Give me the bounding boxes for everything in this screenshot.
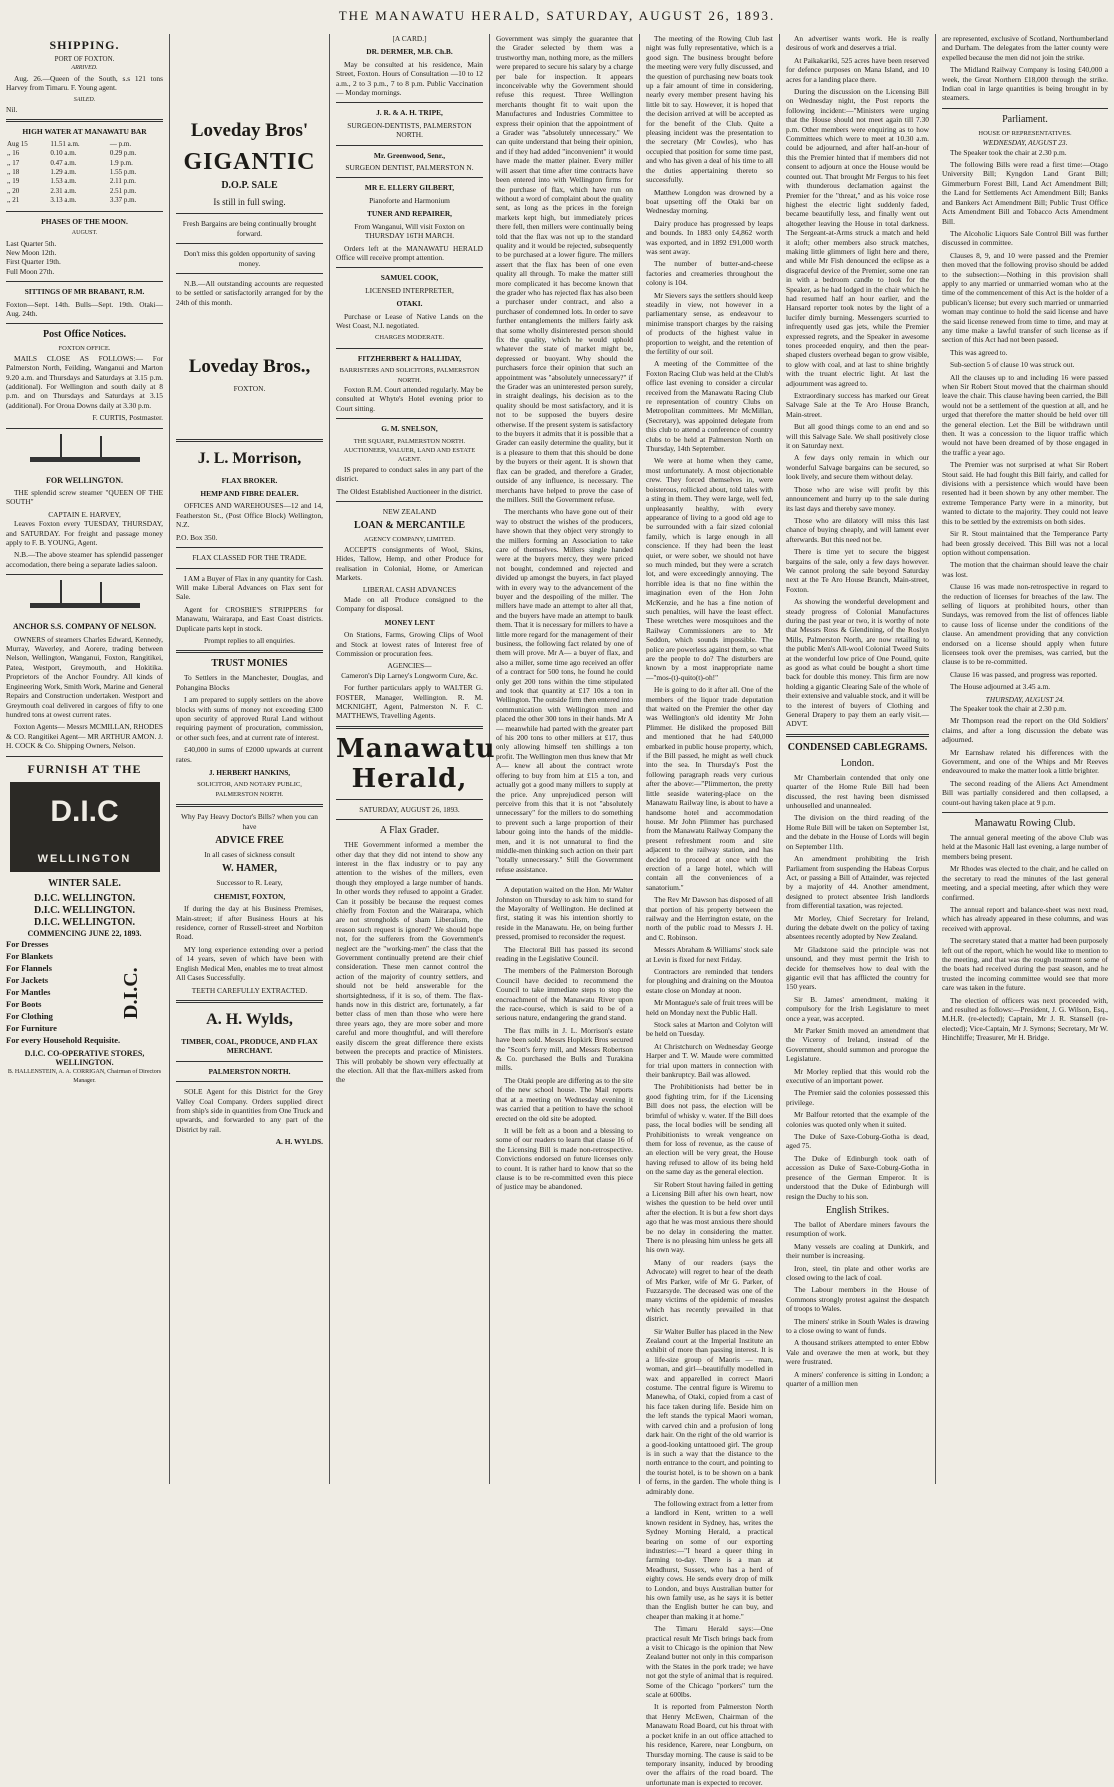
divider bbox=[6, 323, 163, 324]
cable-item: are represented, exclusive of Scotland, Northumberland and Durham. The delegates from the latter county were expelled because the men did not join the strike. bbox=[942, 34, 1108, 62]
agent: Agent for CROSBIE'S STRIPPERS for Manawatu, Wairarapa, and East Coast districts. Duplicate parts kept in stock. bbox=[176, 604, 323, 633]
sailed-label: SAILED. bbox=[73, 96, 96, 103]
divider bbox=[176, 568, 323, 569]
divider bbox=[176, 243, 323, 244]
article-body: THE Government informed a member the other day that they did not intend to show any interest in the flax industry or to pay any attention to the wishes of the millers, even though they employed a large number of hands. In other words they refused to appoint a Grader. Can it possibly be because the request comes chiefly from Foxton and the Wairarapa, which are not strongholds of sham Liberalism, the reason such request is ignored? We should hope not, for the sufferers from the Government's neglect are the "working-men" the class that the Government continually pretend are their chief consideration. These men cannot control the action of the majority of country settlers, and should not be held answerable for the shortsightedness, if it is so, of them. The flax-hands now in this district are, fortunately, a far better class of men than those who were here three years ago, they are more sober and more careful and more thoughtful, and will therefore easily discern the great difference there exists between the precepts and practice of Ministers. This will probably be shown very effectually at the election. All that the flax-millers asked from the bbox=[336, 840, 483, 1085]
shipping-title: SHIPPING. bbox=[49, 38, 120, 52]
news-item: A few days only remain in which our wonderful Salvage bargains can be secured, so look lively, and secure them without delay. bbox=[786, 453, 929, 482]
news-item: It is reported from Palmerston North that Henry McEwen, Chairman of the Manawatu Road Board, cut his throat with a pocket knife in an out office attached to his residence, Karere, near Longburn, on Thursday morning. The cause is said to be temporary insanity, induced by brooding over the affairs of the road board. The unfortunate man is expected to recover. bbox=[646, 1702, 773, 1787]
tide-cell: 0.10 a.m. bbox=[50, 149, 77, 158]
prompt: Prompt replies to all enquiries. bbox=[204, 635, 295, 645]
divider bbox=[336, 418, 483, 419]
cable-item: Mr Gladstone said the principle was not unsound, and they must permit the Irish to decide for themselves how to deal with the gigantic evil that has afflicted the country for 150 years. bbox=[786, 944, 929, 992]
cable-item: The Labour members in the House of Commons strongly protest against the despatch of troops to Wales. bbox=[786, 1285, 929, 1314]
offices: OFFICES AND WAREHOUSES—12 and 14, Featherston St., (Post Office Block) Wellington, N.Z. bbox=[176, 501, 323, 530]
tripe-title: J. R. & A. H. TRIPE, bbox=[376, 108, 443, 118]
divider bbox=[176, 439, 323, 442]
cable-item: Many vessels are coaling at Dunkirk, and their number is increasing. bbox=[786, 1241, 929, 1261]
cable-item: The miners' strike in South Wales is drawing to a close owing to want of funds. bbox=[786, 1316, 929, 1335]
news-item: Extraordinary success has marked our Great Salvage Sale at the Te Aro House Branch, Main-street. bbox=[786, 391, 929, 419]
cable-item: Mr Chamberlain contended that only one quarter of the Home Rule Bill had been discussed, the rest having been dismissed unhouselled and unannealed. bbox=[786, 772, 929, 811]
tide-row bbox=[6, 168, 163, 177]
news-item: The following extract from a letter from a landlord in Kent, written to a well known resident in Sydney, has, writes the Sydney Morning Herald, a practical bearing on some of our exporting industries:—"I heard a queer thing in farming to-day. There is a man at Meadhurst, Sussex, who has a herd of eighty cows. He sends every drop of milk to London, and buys Australian butter for his own family use, as he says it is better than the English butter he can buy, and cheaper than making it at home." bbox=[646, 1498, 773, 1621]
news-item: Those who are wise will profit by this announcement and hurry up to the sale during its last days and thereby save money. bbox=[786, 484, 929, 513]
gilbert-from: From Wanganui, Will visit Foxton on THURSDAY 16TH MARCH. bbox=[354, 221, 465, 241]
tide-cell: — p.m. bbox=[109, 139, 132, 148]
oldest: The Oldest Established Auctioneer in the district. bbox=[336, 486, 483, 496]
nb-accounts: N.B.—All outstanding accounts are requested to be settled or satisfactorily arranged for by the 24th of this month. bbox=[176, 279, 323, 307]
news-item: Sir Robert Stout having failed in getting a Licensing Bill after his own heart, now wishes the question to be held over until after the election. It is but a few short days ago that he was most anxious there should be no delay in considering the matter. There is no pleasing him unless he gets all his own way. bbox=[646, 1179, 773, 1255]
parliament-item: Clause 16 was passed, and progress was reported. bbox=[950, 669, 1098, 679]
divider bbox=[336, 177, 483, 178]
tide-row bbox=[6, 177, 163, 186]
for-items-block bbox=[6, 938, 163, 1046]
queen-leaves: Leaves Foxton every TUESDAY, THURSDAY, and SATURDAY. For freight and passage money apply to F. B. YOUNG, Agent. bbox=[6, 519, 163, 548]
parliament-item: Mr Thompson read the report on the Old Soldiers' claims, and after a long discussion the debate was adjourned. bbox=[942, 716, 1108, 745]
postmaster: F. CURTIS, Postmaster. bbox=[92, 413, 163, 423]
divider bbox=[336, 348, 483, 349]
po-box: P.O. Box 350. bbox=[176, 532, 218, 542]
parliament-item: Mr Earnshaw related his differences with the Government, and one of the Whips and Mr Reeves endeavoured to make the matter look a little brighter. bbox=[942, 747, 1108, 776]
experience: MY long experience extending over a period of 14 years, seven of which have been with English Medical Men, enables me to treat almost All Cases Successfully. bbox=[176, 944, 323, 983]
cable-item: The Premier said the colonies possessed this privilege. bbox=[786, 1088, 929, 1107]
news-item: He is going to do it after all. One of the members of the liquor trade deputation that waited on the Premier the other day was Wellington's old identity Mr John Plimmer. He disliked the proposed Bill and mentioned that he had £40,000 embarked in public house property, which, if the Bill passed, he might as well chuck into the sea. In Thursday's Post the following paragraph reads very curious after the above:—"Plimmerton, the pretty little seaside watering-place on the Manawatu Railway line, is about to have a handsome hotel and accommodation house. Mr John Plimmer has purchased from the Manawatu Railway Company the present refreshment room and site adjacent to the railway station, and has decided to proceed at once with the erection of a large hotel, which will contain all the conveniences of a sanatorium." bbox=[646, 685, 773, 892]
fitzherbert-title: FITZHERBERT & HALLIDAY, bbox=[357, 353, 462, 363]
cable-item: Mr Balfour retorted that the example of the colonies was quoted only when it suited. bbox=[786, 1110, 929, 1129]
tide-cell: 1.9 p.m. bbox=[109, 158, 133, 167]
column-4 bbox=[490, 34, 640, 1484]
strikes-heading: English Strikes. bbox=[825, 1204, 890, 1216]
dermer-body: May be consulted at his residence, Main Street, Foxton. Hours of Consultation —10 to 12 a.m., 2 to 3 p.m., 7 to 8 p.m. Public Vaccination — Monday mornings. bbox=[336, 59, 483, 98]
moon-month: AUGUST. bbox=[71, 230, 98, 237]
news-item: A deputation waited on the Hon. Mr Walter Johnston on Thursday to ask him to stand for the Mayoralty of Wellington. He declined at first, stating it was his intention shortly to reside in the Manawatu. He, on being further pressed, promised to reconsider the request. bbox=[496, 885, 633, 942]
dermer-title: DR. DERMER, M.B. Ch.B. bbox=[366, 47, 453, 57]
buyer: I AM a Buyer of Flax in any quantity for Cash. Will make Liberal Advances on Flax sent for Sale. bbox=[176, 573, 323, 602]
loveday-title: Loveday Bros' bbox=[190, 120, 309, 141]
day-2: THURSDAY, AUGUST 24. bbox=[985, 694, 1065, 704]
spacer bbox=[176, 394, 323, 434]
tide-row bbox=[6, 159, 163, 168]
liberal-body: Made on all Produce consigned to the Company for disposal. bbox=[336, 594, 483, 614]
divider bbox=[176, 1081, 323, 1082]
parliament-item: The Alcoholic Liquors Sale Control Bill was further discussed in committee. bbox=[942, 228, 1108, 248]
for-wellington-title: FOR WELLINGTON. bbox=[45, 475, 124, 485]
divider bbox=[336, 726, 483, 729]
arrived-text: Aug. 26.—Queen of the South, s.s 121 tons Harvey from Timaru. F. Young agent. bbox=[6, 73, 163, 93]
parliament-item: Clauses 8, 9, and 10 were passed and the Premier then moved that the following proviso should be added to the subsection:—Nothing in this provision shall apply to any married or unmarried woman who at the time of the commencement of this Act is the holder of a publican's license; but every such married or unmarried woman may continue to hold the said license and have the said license renewed from time to time, and may at any time make a lawful transfer of such license as if section of this Act had not been passed. bbox=[942, 250, 1108, 345]
news-item: During the discussion on the Licensing Bill on Wednesday night, the Post reports the following incident:—"Ministers were urging that the House should not meet again till 7.30 p.m. Other members were enquiring as to how Committees which were to meet at 10.30 a.m. could be adjourned, and after half-an-hour of this the Premier hinted that if members did not consent to adjourn at once the House would be counted out. That brought Mr Fergus to his feet with thunderous declamation against the Premier for the "threat," and as his voice rose highest the electric light suddenly faded, became beautifully less, and finally went out altogether leaving the House in total darkness. The Sergeant-at-Arms struck a match and held it aloft; other members also struck matches, making little glimmers of light here and there, and while Mr Fish denounced the eclipse as a disgraceful device of the Premier, some one ran in with a bedroom candle to look for the Speaker, as he had lodged in the chair which he had resumed half an hour earlier, and the Hansard reporter took notes by the light of a lucifer dimly burning. Messengers scurried to infrequently used gas jets, while the Premier expressed regrets, and the Speaker in awesome tones proceeded enquiry, and then the pear-shaped clusters overhead began to grow visible, to glow with coal, and at last to shine brightly with the truant electric light. At last the adjournment was agreed to. bbox=[786, 87, 929, 388]
divider bbox=[942, 108, 1108, 109]
rowing-item: The annual report and balance-sheet was next read, which has already appeared in these columns, and was received with approval. bbox=[942, 904, 1108, 933]
snelson-sub-2: AUCTIONEER, VALUER, LAND AND ESTATE AGENT. bbox=[343, 447, 476, 464]
chemist: CHEMIST, FOXTON, bbox=[213, 891, 286, 901]
tide-cell: ,, 21 bbox=[7, 196, 20, 205]
parliament-item: The Speaker took the chair at 2.30 p.m. bbox=[950, 147, 1067, 157]
fresh-bargains: Fresh Bargains are being continually brought forward. bbox=[182, 219, 317, 238]
cook-sub: LICENSED INTERPRETER, bbox=[365, 285, 454, 295]
for-item: For Mantles bbox=[6, 986, 51, 997]
day-1: WEDNESDAY, AUGUST 23. bbox=[982, 138, 1068, 148]
gigantic: GIGANTIC bbox=[183, 149, 316, 175]
steamship-illustration bbox=[30, 434, 140, 472]
cable-item: The Midland Railway Company is losing £40,000 a week, the Great Northern £18,000 through the strike. Indian coal in large quantities is being brought in by steamers. bbox=[942, 65, 1108, 103]
news-item: Contractors are reminded that tenders for ploughing and draining on the Moutoa estate close on Monday at noon. bbox=[646, 967, 773, 995]
parliament-item: This was agreed to. bbox=[950, 347, 1008, 357]
dic-line: D.I.C. WELLINGTON. bbox=[33, 904, 136, 916]
cable-item: Sir B. James' amendment, making it compulsory for the Irish Legislature to meet once a year, was accepted. bbox=[786, 994, 929, 1023]
anchor-body: OWNERS of steamers Charles Edward, Kennedy, Murray, Waverley, and Aorere, trading between Nelson, Wellington, Wanganui, Foxton, Rangitikei, Patea, Westport, Greymouth, and Hokitika. Proprietors of the Anchor Foundry. All kinds of Engineering Work, Smith Work, Marine and General Repairs and Construction undertaken. Westport and Greymouth coal delivered in cargoes of fifty to one hundred tons at owest current rates. bbox=[6, 634, 163, 719]
news-item: Matthew Longdon was drowned by a boat upsetting off the Otaki bar on Wednesday morning. bbox=[646, 187, 773, 216]
column-1 bbox=[0, 34, 170, 1484]
news-item: The members of the Palmerston Borough Council have decided to recommend the Council to take immediate steps to stop the encroachment of the Manawatu River upon the race-course, which is said to be of a serious nature, endangering the grand stand. bbox=[496, 966, 633, 1023]
moon-phase: Full Moon 27th. bbox=[6, 266, 55, 276]
tide-row bbox=[6, 149, 163, 158]
advice-free: ADVICE FREE bbox=[215, 835, 284, 847]
rowing-item: The annual general meeting of the above Club was held at the Masonic Hall last evening, a large number of members being present. bbox=[942, 833, 1108, 861]
post-office-title: Post Office Notices. bbox=[42, 329, 127, 341]
nz: NEW ZEALAND bbox=[382, 507, 437, 517]
news-item: The Timaru Herald says:—One practical result Mr Tisch brings back from a visit to Chicago is the opinion that New Zealand butter not only in this comparison with the States in the pork trade; we have not got the style of animal that is required. Some of the Chicago "porkers" turn the scale at 600lbs. bbox=[646, 1624, 773, 1700]
tide-cell: 1.29 a.m. bbox=[50, 168, 77, 177]
parliament-item: All the clauses up to and including 16 were passed when Sir Robert Stout moved that the chairman should leave the chair. This clause having been carried, the Bill would not be a settlement of the question at all, and he urged that therefore the matter should be held over till the general election. Let the Bill be withdrawn until then. It was a concession to the liquor traffic which would not have been dreamed of by those engaged in the traffic a year ago. bbox=[942, 372, 1108, 457]
news-item: A meeting of the Committee of the Foxton Racing Club was held at the Club's office last evening to consider a circular received from the Manawatu Racing Club re representation of country Clubs on Metropolitan committees. Mr McMillan, (Secretary), was appointed delegate from this club to attend a conference of country clubs to be held at Palmerston North on Thursday, 14th September. bbox=[646, 359, 773, 454]
divider bbox=[336, 267, 483, 268]
parliament-item: The motion that the chairman should leave the chair was lost. bbox=[942, 560, 1108, 579]
captain: CAPTAIN E. HARVEY, bbox=[48, 509, 121, 519]
cable-item: The Duke of Edinburgh took oath of accession as Duke of Saxe-Coburg-Gotha in presence of the German Emperor. It is understood that the Duke of Edinburgh will resign the Duchy to his son. bbox=[786, 1153, 929, 1201]
tide-cell: ,, 18 bbox=[7, 168, 20, 177]
tide-cell: 2.31 a.m. bbox=[50, 186, 77, 195]
news-item: Those who are dilatory will miss this last chance of buying cheaply, and will lament ever afterwards. But this need not be. bbox=[786, 515, 929, 544]
news-item: Dairy produce has progressed by leaps and bounds. In 1883 only £4,862 worth was exported, and in 1892 £91,000 worth was sent away. bbox=[646, 218, 773, 256]
news-item: At Paikakariki, 525 acres have been reserved for defence purposes on Mana Island, and 10 acres for a landing place there. bbox=[786, 55, 929, 84]
hankins: J. HERBERT HANKINS, bbox=[208, 768, 291, 777]
loan-title: LOAN & MERCANTILE bbox=[353, 520, 466, 532]
for-item: For Dresses bbox=[6, 938, 49, 949]
money-body: On Stations, Farms, Growing Clips of Wool and Stock at lowest rates of Interest free of Commission or procuration fees. bbox=[336, 630, 483, 658]
commencing: COMMENCING JUNE 22, 1893. bbox=[27, 928, 142, 938]
tide-row bbox=[6, 140, 163, 149]
news-item: There is time yet to secure the biggest bargains of the sale, only a few days however. We cannot prolong the sale beyond Saturday next at the Te Aro House Branch, Main-street, Foxton. bbox=[786, 547, 929, 594]
divider bbox=[176, 547, 323, 548]
moon-phase: New Moon 12th. bbox=[6, 247, 57, 257]
tripe-sub: SURGEON-DENTISTS, PALMERSTON NORTH. bbox=[347, 120, 472, 140]
timber: TIMBER, COAL, PRODUCE, AND FLAX MERCHANT. bbox=[181, 1036, 318, 1056]
tide-cell: 1.53 a.m. bbox=[50, 177, 77, 186]
hankins-sub: SOLICITOR, AND NOTARY PUBLIC, PALMERSTON NORTH. bbox=[197, 781, 302, 798]
brabant-body: Foxton—Sept. 14th. Bulls—Sept. 19th. Otaki—Aug. 24th. bbox=[6, 299, 163, 318]
cable-item: The Duke of Saxe-Coburg-Gotha is dead, aged 75. bbox=[786, 1132, 929, 1151]
news-item: Many of our readers (says the Advocate) will regret to hear of the death of Mrs Parker, wife of Mr G. Parker, of Fuzzarsyde. The deceased was one of the many victims of the epidemic of measles which has recently prevailed in that district. bbox=[646, 1257, 773, 1324]
successor: Successor to R. Leary, bbox=[216, 878, 283, 888]
news-item: The Otaki people are differing as to the site of the new school house. The Mail reports that at a meeting on Wednesday evening it was carried that a petition to have the school erected on the old site be adopted. bbox=[496, 1075, 633, 1123]
hemp-dealer: HEMP AND FIBRE DEALER. bbox=[200, 489, 299, 499]
cable-item: Iron, steel, tin plate and other works are closed owing to the lack of coal. bbox=[786, 1263, 929, 1282]
loan-sub: AGENCY COMPANY, LIMITED. bbox=[363, 536, 456, 544]
tide-cell: 3.13 a.m. bbox=[50, 196, 77, 205]
news-item: Sir Walter Buller has placed in the New Zealand court at the Imperial Institute an exhibit of more than passing interest. It is a life-size group of Maoris — man, woman, and girl—beautifully modelled in wax and apparelled in correct Maori costume. The central figure is Wiremu to Manewha, of Otaki, copied from a cast of his face taken during life. Beside him on the left stands the typical Maori woman, with carved chin and a profusion of long dark hair. On the right of the old warrior is a good-looking untattooed girl. The group is in such a way that the distance to the north entrance to the court, and pointing to the tourist hotel, is to be shown on a bank of ferns, in the garden. The whole thing is admirably done. bbox=[646, 1326, 773, 1496]
tide-cell: Aug 15 bbox=[7, 139, 28, 148]
news-item: We were at home when they came, most unfortunately. A most objectionable crew. They forced themselves in, were boisterous, rollicked about, told tales with a sting in them. They were large, well fed, unpleasantly healthy, with every appearance of living to a good old age to be surrounded with a fair sized colonial family, which is large enough in all conscience. If they had been the least quiet, or were sober, we should not have so much minded, but they were a scratch lot, and were exceedingly annoying. The horrible idea is that no fine within the imagination even of the Hon John McKenzie, and he has a fine notion of such penalties, will have the least effect. These wretches were mosquitoes and the Railway Commissioners are to Mr Seddon, which sounds impossible. The police are powerless against them, so what are the people to do? The disturbers are known by a most inappropriate name—"mos-(t)-quito(t)-oh!" bbox=[646, 456, 773, 682]
divider bbox=[6, 574, 163, 575]
rowing-item: Mr Rhodes was elected to the chair, and he called on the secretary to read the minutes of the last general meeting, and a special meeting, after which they were confirmed. bbox=[942, 864, 1108, 902]
tide-cell: 1.55 p.m. bbox=[109, 168, 137, 177]
cable-item: An amendment prohibiting the Irish Parliament from suspending the Habeas Corpus Act, or passing a Bill of Attainder, was rejected by a majority of 44. Another amendment, designed to protect absentee Irish landlords from differential taxation, was rejected. bbox=[786, 854, 929, 911]
why-pay: Why Pay Heavy Doctor's Bills? when you can have bbox=[180, 812, 318, 831]
winter-sale: WINTER SALE. bbox=[48, 877, 121, 889]
tide-table bbox=[6, 140, 163, 206]
tide-row bbox=[6, 196, 163, 205]
sickness: In all cases of sickness consult bbox=[204, 850, 295, 860]
dic-logo-text: D.I.C bbox=[50, 794, 119, 828]
tide-cell: ,, 19 bbox=[7, 177, 20, 186]
tide-row bbox=[6, 187, 163, 196]
news-item: Mr Montague's sale of fruit trees will be held on Monday next the Public Hall. bbox=[646, 998, 773, 1017]
arrived-label: ARRIVED. bbox=[71, 65, 98, 72]
steamship-illustration bbox=[30, 580, 140, 618]
cable-item: The ballot of Aberdare miners favours the resumption of work. bbox=[786, 1219, 929, 1239]
hamer: W. HAMER, bbox=[222, 863, 277, 875]
dop-sale: D.O.P. SALE bbox=[221, 180, 278, 191]
for-item: For Furniture bbox=[6, 1022, 57, 1033]
article-para: The merchants who have gone out of their way to obstruct the wishes of the producers, have shown that they object very strongly to the millers forming an Association to take care of themselves. Millers single handed were at the buyers mercy, they were priced not bought, condemned and rejected and divided up amongst the buyers, in fact played with in every way to the advancement of the buyer and the despoiling of the miller. The millers have made an attempt to alter all that, and the buyers have made an attempt to baulk them. That it is necessary for millers to have a little more regard for the management of their business, the following fact related by one of them will prove. Mr A— a buyer of flax, and also a miller, some time ago received an offer of a contract for 500 tons, he found he could only get 200 tons within the time stipulated and took that quantity at £17 10s a ton in Wellington. The outside firm then entered into communication with Wellington men and placed the other 300 tons in their hands. Mr A— meanwhile had parted with the greater part of his 200 tons to other millers at £17, thus only allowing himself ten shillings a ton profit. The Wellington men thus knew that Mr A— knew all about the contract wrote offering to buy from him at £15 a ton, and actually got a good many millers to supply at the price. Any unprejudiced person will perceive from this that it is not "absolutely unnecessary" for the millers to do something to prevent such a large proportion of their labour going into the hands of the middle-men, and it is not unnatural to find the middle-men thinking such action on their part "totally unnecessary." Still the Government refuse assistance. bbox=[496, 507, 633, 874]
for-item: For Jackets bbox=[6, 974, 49, 985]
cable-item: A miners' conference is sitting in London; a quarter of a million men bbox=[786, 1369, 929, 1388]
divider bbox=[942, 812, 1108, 813]
palmerston: PALMERSTON NORTH. bbox=[208, 1066, 291, 1076]
teeth: TEETH CAREFULLY EXTRACTED. bbox=[191, 985, 308, 995]
high-water-title: HIGH WATER AT MANAWATU BAR bbox=[22, 127, 147, 137]
divider bbox=[6, 119, 163, 122]
brabant-title: SITTINGS OF MR BRABANT, R.M. bbox=[24, 287, 145, 297]
tide-cell: 0.47 a.m. bbox=[50, 158, 77, 167]
post-office-body: MAILS CLOSE AS FOLLOWS:— For Palmerston North, Feilding, Wanganui and Marton 9.20 a.m. and Thursdays and Saturdays at 3.15 p.m. (additional). For Wellington and south daily at 8 p.m. and on Thursdays and Saturdays at 3.15 (additional). For Oroua Downs daily at 3.30 p.m. bbox=[6, 353, 163, 410]
for-item: For Boots bbox=[6, 998, 42, 1009]
trust-body: To Settlers in the Manchester, Douglas, and Pohangina Blocks bbox=[176, 673, 323, 692]
queen-body: THE splendid screw steamer "QUEEN OF THE SOUTH" bbox=[6, 488, 163, 507]
foxton: FOXTON. bbox=[233, 384, 266, 394]
moon-title: PHASES OF THE MOON. bbox=[41, 216, 128, 226]
masthead: THE MANAWATU HERALD, SATURDAY, AUGUST 26, 1893. bbox=[338, 8, 776, 23]
parliament-item: Sub-section 5 of clause 10 was struck out. bbox=[950, 360, 1075, 370]
moon-phase: Last Quarter 5th. bbox=[6, 238, 57, 248]
news-item: But all good things come to an end and so will this Salvage Sale. We shall positively close it on Saturday next. bbox=[786, 422, 929, 451]
cablegrams-title: CONDENSED CABLEGRAMS. bbox=[787, 741, 928, 753]
snelson-title: G. M. SNELSON, bbox=[381, 424, 438, 434]
trust-monies: TRUST MONIES bbox=[211, 658, 288, 670]
dic-line: D.I.C. WELLINGTON. bbox=[33, 916, 136, 928]
column-5 bbox=[640, 34, 780, 1787]
loveday-title-2: Loveday Bros., bbox=[188, 356, 311, 378]
greenwood-title: Mr. Greenwood, Senr., bbox=[373, 150, 446, 160]
spacer bbox=[176, 34, 323, 114]
parliament-item: The second reading of the Aliens Act Amendment Bill was partially considered and then collapsed, a count-out having taken place at 9 p.m. bbox=[942, 778, 1108, 807]
news-item: At Christchurch on Wednesday George Harper and T. W. Maude were committed for trial upon matters in connection with their bankruptcy. Bail was allowed. bbox=[646, 1041, 773, 1080]
rowing-item: The secretary stated that a matter had been purposely left out of the report, which he would like to mention to the meeting, and that was the rough treatment some of the boats had received during the past season, and he trusted the incoming committee would see that more care was taken in the future. bbox=[942, 936, 1108, 993]
anchor-title: ANCHOR S.S. COMPANY OF NELSON. bbox=[12, 622, 157, 632]
for-item: For Blankets bbox=[6, 950, 53, 961]
divider bbox=[496, 879, 633, 880]
for-item: For Clothing bbox=[6, 1010, 53, 1021]
flax-broker: FLAX BROKER. bbox=[221, 475, 278, 485]
divider bbox=[786, 734, 929, 737]
port-title: PORT OF FOXTON. bbox=[54, 55, 115, 63]
liberal: LIBERAL CASH ADVANCES bbox=[362, 585, 457, 595]
agencies: AGENCIES— bbox=[387, 661, 432, 671]
morrison-title: J. L. Morrison, bbox=[197, 449, 302, 467]
moon-phase: First Quarter 19th. bbox=[6, 257, 61, 267]
gilbert-title: MR E. ELLERY GILBERT, bbox=[364, 183, 455, 193]
cable-item: Mr Morley replied that this would rob the executive of an important power. bbox=[786, 1066, 929, 1086]
still-swing: Is still in full swing. bbox=[213, 197, 286, 207]
herald-date: SATURDAY, AUGUST 26, 1893. bbox=[359, 804, 460, 814]
dic-lines bbox=[6, 893, 163, 929]
post-office-sub: FOXTON OFFICE. bbox=[58, 345, 111, 353]
fitzherbert-body: Foxton R.M. Court attended regularly. May be consulted at Whyte's Hotel evening prior to Court sitting. bbox=[336, 384, 483, 413]
dont-miss: Don't miss this golden opportunity of saving money. bbox=[183, 249, 316, 268]
divider bbox=[176, 213, 323, 214]
dic-stores-logo bbox=[10, 782, 160, 872]
dic-logo-sub: WELLINGTON bbox=[37, 852, 132, 865]
article-title: A Flax Grader. bbox=[379, 825, 440, 837]
loan-body: ACCEPTS consignments of Wool, Skins, Hides, Tallow, Hemp, and other Produce for realisation in Colonial, Home, or American Markets. bbox=[336, 544, 483, 583]
cable-item: A thousand strikers attempted to enter Ebbw Vale and overawe the men at work, but they were frustrated. bbox=[786, 1338, 929, 1367]
news-item: The flax mills in J. L. Morrison's estate have been sold. Messrs Hopkirk Bros secured the "Scott's ferry mill, and Messrs Robertson & Co. purchased the Bulls and Turakina mills. bbox=[496, 1025, 633, 1073]
parliament-item: The Speaker took the chair at 2.30 p.m. bbox=[950, 704, 1067, 713]
divider bbox=[336, 145, 483, 146]
news-item: Mr Sievers says the settlers should keep steadily in view, not however in a parliamentary sense, as endeavour to minimise transport charges by the raising of products of the highest value in proportion to weight, and the retention of the fertility of our soil. bbox=[646, 290, 773, 356]
news-item: The number of butter-and-cheese factories and creameries throughout the colony is 104. bbox=[646, 259, 773, 288]
chemist-body: If during the day at his Business Premises, Main-street; if after Business Hours at his residence, corner of Russell-street and Norbiton Road. bbox=[176, 904, 323, 942]
parliament-title: Parliament. bbox=[1002, 113, 1048, 125]
divider bbox=[176, 273, 323, 274]
for-item: For every Household Requisite. bbox=[6, 1034, 121, 1045]
cable-item: Mr Parker Smith moved an amendment that the Viceroy of Ireland, instead of the Government, should summon and prorogue the Legislature. bbox=[786, 1026, 929, 1064]
furnish-title: FURNISH AT THE bbox=[27, 761, 142, 776]
money-lent: MONEY LENT bbox=[384, 617, 435, 627]
parliament-item: Sir R. Stout maintained that the Temperance Party had been grossly deceived. This Bill was not a local option without compensation. bbox=[942, 529, 1108, 557]
charges: CHARGES MODERATE. bbox=[375, 334, 444, 342]
london-heading: London. bbox=[840, 757, 875, 769]
dic-line: D.I.C. WELLINGTON. bbox=[33, 892, 136, 904]
tide-cell: 0.29 p.m. bbox=[109, 149, 137, 158]
fitzherbert-sub: BARRISTERS AND SOLICITORS, PALMERSTON NORTH. bbox=[339, 367, 480, 384]
article-continued: Government was simply the guarantee that the Grader selected by them was a trustworthy man, nothing more, as the millers were prepared to secure his salary by a charge per bale for inspection. It appears inconceivable why the Government should refuse this request. Three Wellington merchants thought fit to wait upon the Manufactures and Industries Committee to express their opinion that the appointment of a Grader was "absolutely unnecessary." We can quite understand that being their opinion, and if they had added "inconvenient" it would have made the matter plainer. Every miller will assert that time after time contracts have been entered into with Wellington firms for the purchase of flax, which have run on without a word of complaint about the quality sent, as long as the prices in the foreign markets kept high, but immediately prices there fell, then millers were continually being told that the flax was not up to the standard quality and it would be rejected, subsequently to be purchased at a lower figure. The millers assert that the flax has been of one even quality all through. To make the matter still more complicated it has become known that the grader who has rejected flax has also been a purchaser under contract, and also a purchaser of condemned lots. In order to save further entanglements the millers fairly ask that some wholly disinterested person should fix the quality, which he would uphold whatever the state of market might be, depressed or buoyant. Why should the purchasers force their opinion that such an appointment was "absolutely unnecessary?" if the Grader was an uninterested person surely, in straight dealings, his decision as to the quality should be most satisfactory, and it is not to be supposed the buyers desire otherwise. If the present system is satisfactory to the buyers it admits that it is possible that a Grader can easily determine the quality, but it is a pleasure to them that this should be done by the buyers or their agent. It is shown that flax can be graded, and therefore a Grader, outside of any influence, is necessary. The merchants have helped to prove the case of the millers. Still the Government refuse. bbox=[496, 34, 633, 504]
tide-cell: ,, 17 bbox=[7, 158, 20, 167]
agencies-body: Cameron's Dip Larney's Longworm Cure, &c. bbox=[341, 670, 478, 680]
card-label: [A CARD.] bbox=[392, 34, 427, 43]
news-item: The Electoral Bill has passed its second reading in the Legislative Council. bbox=[496, 944, 633, 963]
divider bbox=[6, 281, 163, 282]
news-item: The Rev Mr Dawson has disposed of all that portion of his property between the railway and the Herrington estate, on the north of the public road to Messrs J. H. and C. Robinson. bbox=[646, 895, 773, 942]
cable-item: The division on the third reading of the Home Rule Bill will be taken on September 1st, and the debate in the House of Lords will begin on September 11th. bbox=[786, 813, 929, 851]
cable-item: Mr Morley, Chief Secretary for Ireland, during the debate dwelt on the policy of taxing absentees recently adopted by New Zealand. bbox=[786, 913, 929, 942]
divider bbox=[176, 650, 323, 653]
sailed-text: Nil. bbox=[6, 105, 18, 115]
divider bbox=[176, 804, 323, 807]
divider bbox=[176, 1000, 323, 1003]
snelson-body: IS prepared to conduct sales in any part of the district. bbox=[336, 464, 483, 484]
tide-cell: 2.11 p.m. bbox=[109, 177, 137, 186]
anchor-agents: Foxton Agents— Messrs MCMILLAN, RHODES & CO. Rangitikei Agent— MR ARTHUR AMON. J. H. COCK & Co. Shipping Owners, Nelson. bbox=[6, 722, 163, 751]
news-item: The Prohibitionists had better be in good fighting trim, for if the Licensing Bill does not pass, the election will be brimful of whisky v. water. If the Bill does pass, the local bodies will be sending all Prohibitionists to wreak vengeance on them for loss of revenue, as the cause of an election will be very great, the House having refused to allow of its being held on the same day as the general election. bbox=[646, 1082, 773, 1177]
dic-signatures: B. HALLENSTEIN, A. A. CORRIGAN, Chairman of Directors Manager. bbox=[7, 1068, 162, 1085]
rowing-title: Manawatu Rowing Club. bbox=[974, 818, 1076, 830]
for-item: For Flannels bbox=[6, 962, 52, 973]
divider bbox=[336, 501, 483, 502]
divider bbox=[176, 1061, 323, 1062]
cook-title: SAMUEL COOK, bbox=[380, 273, 439, 283]
tide-cell: ,, 16 bbox=[7, 149, 20, 158]
rowing-item: The election of officers was next proceeded with, and resulted as follows:—President, J. G. Wilson, Esq., M.H.R. (re-elected); Captain, Mr J. R. Stansell (re-elected); Vice-Captain, Mr J. Symons; Secretary, Mr W. Hinchliffe; Treasurer, Mr H. Bridge. bbox=[942, 995, 1108, 1043]
news-item: It will be felt as a boon and a blessing to some of our readers to learn that clause 16 of the Licensing Bill is made non-retrospective. Convictions endorsed on future licenses only to count. It is rather hard to know that so the clause is to be re-committed even this piece of justice may be abandoned. bbox=[496, 1125, 633, 1192]
tide-cell: ,, 20 bbox=[7, 186, 20, 195]
tide-cell: 2.51 p.m. bbox=[109, 186, 137, 195]
column-3 bbox=[330, 34, 496, 1484]
dic-vertical: D.I.C. bbox=[120, 967, 142, 1019]
wylds-title: A. H. Wylds, bbox=[206, 1010, 293, 1028]
divider bbox=[336, 799, 483, 800]
trust-amount: £40,000 in sums of £2000 upwards at current rates. bbox=[176, 745, 323, 764]
flax-classed: FLAX CLASSED FOR THE TRADE. bbox=[192, 553, 307, 563]
divider bbox=[336, 819, 483, 820]
gilbert-sub: Pianoforte and Harmonium bbox=[369, 195, 450, 205]
greenwood-sub: SURGEON DENTIST, PALMERSTON N. bbox=[345, 163, 474, 173]
divider bbox=[6, 756, 163, 757]
house-title: HOUSE OF REPRESENTATIVES. bbox=[978, 129, 1072, 137]
tide-cell: 11.51 a.m. bbox=[50, 139, 80, 148]
news-item: Stock sales at Marton and Colyton will be held on Tuesday. bbox=[646, 1020, 773, 1039]
trust-body-2: I am prepared to supply settlers on the above blocks with sums of money not exceeding £300 upon security of approved Rural Land without requiring payment of procuration, commission, or other such fees, and at current rate of interest. bbox=[176, 695, 323, 742]
herald-title: Manawatu Herald, bbox=[336, 733, 496, 794]
sole-agent: SOLE Agent for this District for the Grey Valley Coal Company. Orders supplied direct from ship's side in quantities from One Truck and upwards, and forwarded to any part of the District by rail. bbox=[176, 1087, 323, 1134]
queen-nb: N.B.—The above steamer has splendid passenger accomodation, there being a separate ladies saloon. bbox=[6, 550, 163, 569]
news-item: Messrs Abraham & Williams' stock sale at Levin is fixed for next Friday. bbox=[646, 945, 773, 964]
tuner: TUNER AND REPAIRER, bbox=[366, 209, 453, 219]
news-item: The meeting of the Rowing Club last night was fully representative, which is a good sign. The business brought before the meeting were very fully discussed, and the question of purchasing new boats took up a fair amount of time in considering, nearly every member present having his little bit to say. However, it is hoped that the decision arrived at will be accepted as for the benefit of the Club. Quite a pleasing incident was the presentation to the secretary (Mr Cowles), who has occupied that position for some time past, and who has given a deal of his time to all the duties appertaining thereto so successfully. bbox=[646, 34, 773, 185]
spacer bbox=[176, 310, 323, 350]
otaki: OTAKI. bbox=[396, 299, 423, 309]
divider bbox=[6, 211, 163, 212]
snelson-sub: THE SQUARE, PALMERSTON NORTH. bbox=[353, 437, 466, 445]
particulars: For further particulars apply to WALTER G. FOSTER, Manager, Wellington. R. M. MCKNIGHT, Agent, Palmerston N. F. C. MATTHEWS, Travelling Agents. bbox=[336, 683, 483, 721]
parliament-item: The House adjourned at 3.45 a.m. bbox=[950, 682, 1051, 692]
news-item: An advertiser wants work. He is really desirous of work and deserves a trial. bbox=[786, 34, 929, 53]
wylds-signature: A. H. WYLDS. bbox=[275, 1137, 323, 1147]
gilbert-orders: Orders left at the MANAWATU HERALD Office will receive prompt attention. bbox=[336, 243, 483, 262]
divider bbox=[336, 102, 483, 103]
column-6 bbox=[780, 34, 936, 1484]
column-2 bbox=[170, 34, 330, 1484]
news-item: As showing the wonderful development and steady progress of Colonial Manufactures during the past year or two, it is worthy of note that Messrs Ross & Glendining, of the Roslyn Mills, Palmerston North, are now retailing to the public Men's All-wool Colonial Tweed Suits at the wonderful low price of One Pound, quite as good as what could be bought a short time back for double this money. This firm are now holding a gigantic Clearing Sale of the whole of their extensive and valuable stock, and it will be to the interest of buyers of Clothing and General Drapery to pay them an early visit.—ADVT. bbox=[786, 597, 929, 729]
column-7 bbox=[936, 34, 1114, 1484]
moon-list bbox=[6, 239, 163, 277]
divider bbox=[6, 428, 163, 429]
parliament-item: The Premier was not surprised at what Sir Robert Stout said. He had fought this Bill fairly, and called for divisions with a persistence which would have been resented had it been shown by any other member. The extreme Temperance Party were in a minority, but wanted to dictate to the majority. They could not leave this to be settled by the extremists on both sides. bbox=[942, 460, 1108, 526]
dic-footer: D.I.C. CO-OPERATIVE STORES, WELLINGTON. bbox=[24, 1048, 145, 1068]
parliament-item: The following Bills were read a first time:—Otago University Bill; Kyngdon Land Grant Bill; Gimmerburn Forest Bill, Land Act Amendment Bill; the Land for Settlements Act Amendment Bill; Banks and Bankers Act Amendment Bill; Public Trust Office Acts Amendment Bill and Tobacco Acts Amendment Bill. bbox=[942, 160, 1108, 226]
parliament-item: Clause 16 was made non-retrospective in regard to the reduction of licenses for breaches of the law. The selling of liquors at prohibited hours, other than Sundays, was removed from the list of offences liable to cause loss of license under the conditions of the clause. An amendment providing that any conviction endorsed on a license should apply when future licensees took over the premises, was carried, but the clause is to be re-committed. bbox=[942, 582, 1108, 667]
cook-body: Purchase or Lease of Native Lands on the West Coast, N.I. negotiated. bbox=[336, 311, 483, 330]
tide-cell: 3.37 p.m. bbox=[109, 196, 137, 205]
